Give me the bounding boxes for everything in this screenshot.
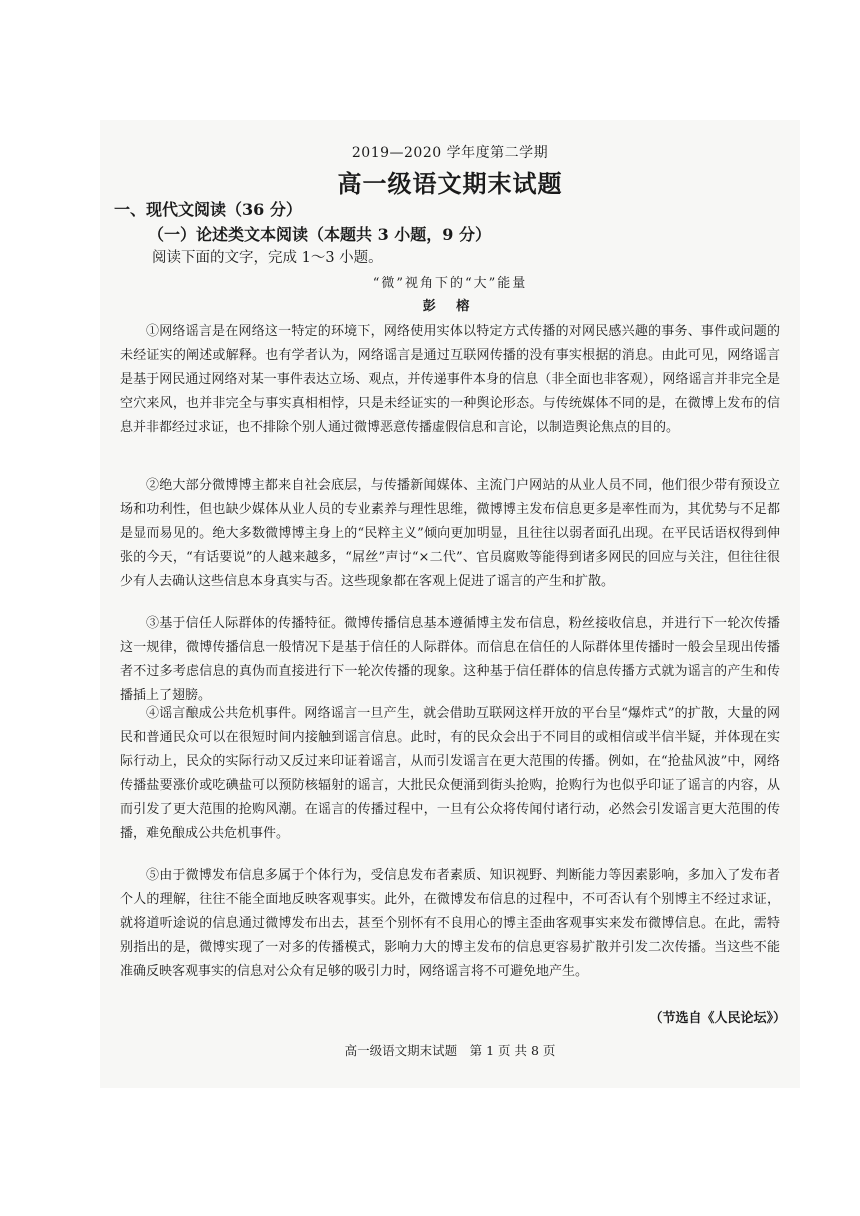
article-source: （节选自《人民论坛》） xyxy=(649,1011,786,1026)
article-title: “微”视角下的“大”能量 xyxy=(372,276,528,291)
exam-page xyxy=(100,120,800,1088)
page-footer: 高一级语文期末试题 第 1 页 共 8 页 xyxy=(344,1043,556,1058)
article-paragraph-4: ④谣言酿成公共危机事件。网络谣言一旦产生，就会借助互联网这样开放的平台呈“爆炸式”的扩散，大量的网民和普通民众可以在很短时间内接触到谣言信息。此时，有的民众会出于不同目的或相信或半信半疑，并体现在实际行动上，民众的实际行动又反过来印证着谣言，从而引发谣言在更大范围的传播。例如，在“抢盐风波”中，网络传播盐要涨价或吃碘盐可以预防核辐射的谣言，大批民众便涌到街头抢购，抢购行为也似乎印证了谣言的内容，从而引发了更大范围的抢购风潮。在谣言的传播过程中，一旦有公众将传闻付诸行动，必然会引发谣言更大范围的传播，难免酿成公共危机事件。 xyxy=(120,706,780,841)
article-paragraph-1: ①网络谣言是在网络这一特定的环境下，网络使用实体以特定方式传播的对网民感兴趣的事务、事件或问题的未经证实的阐述或解释。也有学者认为，网络谣言是通过互联网传播的没有事实根据的消息。由此可见，网络谣言是基于网民通过网络对某一事件表达立场、观点，并传递事件本身的信息（非全面也非客观），网络谣言并非完全是空穴来风，也并非完全与事实真相相悖，只是未经证实的一种舆论形态。与传统媒体不同的是，在微博上发布的信息并非都经过求证，也不排除个别人通过微博恶意传播虚假信息和言论，以制造舆论焦点的目的。 xyxy=(120,324,780,435)
exam-title: 高一级语文期末试题 xyxy=(337,169,563,198)
article-author: 彭 榕 xyxy=(422,299,478,314)
article-paragraph-5: ⑤由于微博发布信息多属于个体行为，受信息发布者素质、知识视野、判断能力等因素影响，多加入了发布者个人的理解，往往不能全面地反映客观事实。此外，在微博发布信息的过程中，不可否认有个别博主不经过求证，就将道听途说的信息通过微博发布出去，甚至个别怀有不良用心的博主歪曲客观事实来发布微博信息。在此，需特别指出的是，微博实现了一对多的传播模式，影响力大的博主发布的信息更容易扩散并引发二次传播。当这些不能准确反映客观事实的信息对公众有足够的吸引力时，网络谣言将不可避免地产生。 xyxy=(120,868,780,979)
subsection-heading: （一）论述类文本阅读（本题共 3 小题，9 分） xyxy=(148,225,491,244)
section-heading: 一、现代文阅读（36 分） xyxy=(114,200,302,219)
article-paragraph-2: ②绝大部分微博博主都来自社会底层，与传播新闻媒体、主流门户网站的从业人员不同，他们很少带有预设立场和功利性，但也缺少媒体从业人员的专业素养与理性思维，微博博主发布信息更多是率性而为，其优势与不足都是显而易见的。绝大多数微博博主身上的“民粹主义”倾向更加明显，且往往以弱者面孔出现。在平民话语权得到伸张的今天，“有话要说”的人越来越多，“屌丝”声讨“×二代”、官员腐败等能得到诸多网民的回应与关注，但往往很少有人去确认这些信息本身真实与否。这些现象都在客观上促进了谣言的产生和扩散。 xyxy=(120,478,780,589)
reading-instruction: 阅读下面的文字，完成 1～3 小题。 xyxy=(152,250,383,266)
article-paragraph-3: ③基于信任人际群体的传播特征。微博传播信息基本遵循博主发布信息，粉丝接收信息，并进行下一轮次传播这一规律，微博传播信息一般情况下是基于信任的人际群体。而信息在信任的人际群体里传播时一般会呈现出传播者不过多考虑信息的真伪而直接进行下一轮次传播的现象。这种基于信任群体的信息传播方式就为谣言的产生和传播插上了翅膀。 xyxy=(120,616,780,703)
exam-term: 2019—2020 学年度第二学期 xyxy=(351,145,549,161)
